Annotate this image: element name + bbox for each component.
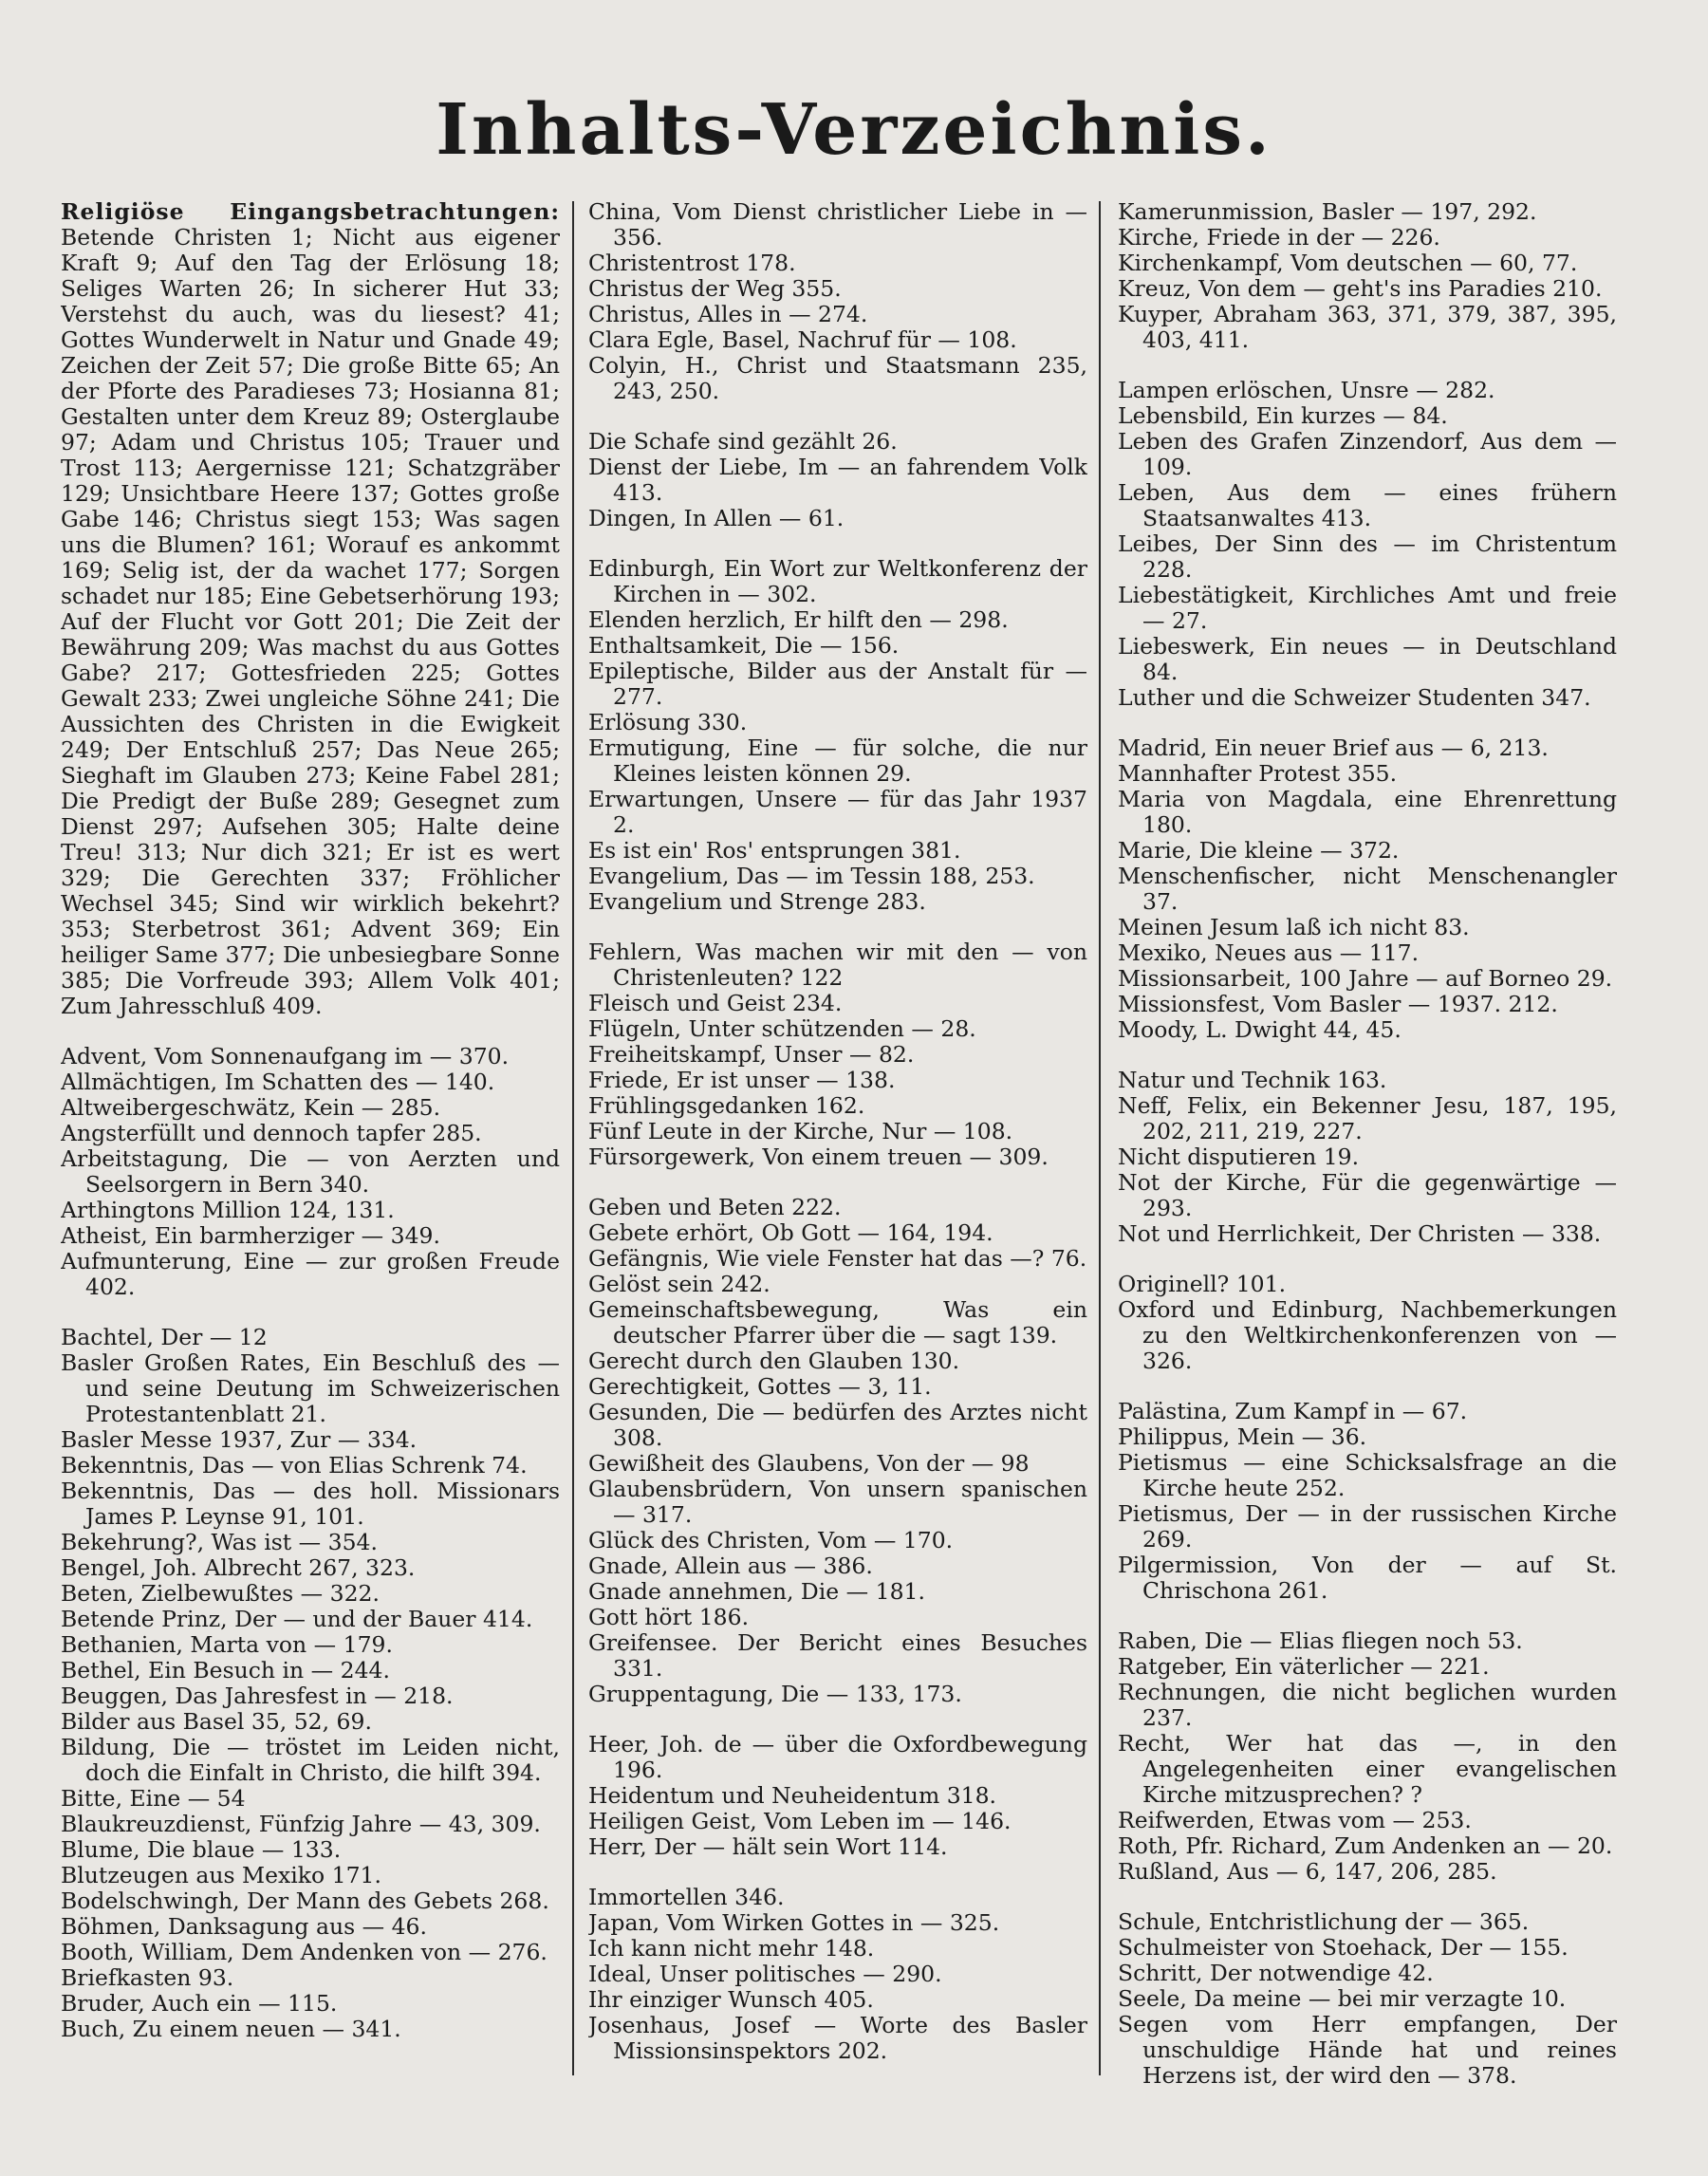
index-entry: Frühlingsgedanken 162. — [588, 1092, 865, 1119]
index-entry: Aufmunterung, Eine — zur großen Freude 402. — [61, 1248, 560, 1300]
index-entry: Blume, Die blaue — 133. — [61, 1836, 342, 1863]
index-entry: Enthaltsamkeit, Die — 156. — [588, 632, 900, 659]
index-entry: Basler Großen Rates, Ein Beschluß des — und seine Deutung im Schweizerischen Protestantenblatt 21. — [61, 1349, 560, 1427]
index-letter-group — [61, 1044, 560, 1300]
index-entry: Lebensbild, Ein kurzes — 84. — [1118, 402, 1448, 429]
index-letter-group — [1118, 1272, 1617, 1374]
index-entry: Nicht disputieren 19. — [1118, 1144, 1360, 1170]
index-entry: Rußland, Aus — 6, 147, 206, 285. — [1118, 1858, 1497, 1885]
index-entry: Missionsfest, Vom Basler — 1937. 212. — [1118, 991, 1558, 1017]
index-entry: Freiheitskampf, Unser — 82. — [588, 1041, 915, 1068]
intro-heading: Religiöse Eingangsbetrachtungen: — [61, 199, 560, 225]
index-entry: Kreuz, Von dem — geht's ins Paradies 210. — [1118, 275, 1603, 302]
index-entry: Gnade, Allein aus — 386. — [588, 1553, 873, 1579]
index-entry: Schulmeister von Stoehack, Der — 155. — [1118, 1934, 1569, 1961]
index-entry: Liebestätigkeit, Kirchliches Amt und freie — 27. — [1118, 582, 1617, 634]
index-entry: Ideal, Unser politisches — 290. — [588, 1961, 942, 1987]
index-entry: Advent, Vom Sonnenaufgang im — 370. — [61, 1043, 510, 1069]
index-letter-group — [588, 429, 1087, 531]
index-entry: Ich kann nicht mehr 148. — [588, 1935, 875, 1962]
index-column-3 — [1118, 199, 1617, 2116]
index-entry: Missionsarbeit, 100 Jahre — auf Borneo 29. — [1118, 965, 1613, 992]
index-entry: Leibes, Der Sinn des — im Christentum 228. — [1118, 530, 1617, 583]
index-entry: Gemeinschaftsbewegung, Was ein deutscher Pfarrer über die — sagt 139. — [588, 1296, 1087, 1348]
index-entry: Raben, Die — Elias fliegen noch 53. — [1118, 1627, 1523, 1654]
index-entry: Clara Egle, Basel, Nachruf für — 108. — [588, 326, 1017, 353]
intro-text: Betende Christen 1; Nicht aus eigener Kraft 9; Auf den Tag der Erlösung 18; Seliges Warten 26; In sicherer Hut 33; Verstehst du auch, was du liesest? 41; Gottes Wunderwelt in Natur und Gnade 49; Zeichen der Zeit 57; Die große Bitte 65; An der Pforte des Paradieses 73; Hosianna 81; Gestalten unter dem Kreuz 89; Osterglaube 97; Adam und Christus 105; Trauer und Trost 113; Aergernisse 121; Schatzgräber 129; Unsichtbare Heere 137; Gottes große Gabe 146; Christus siegt 153; Was sagen uns die Blumen? 161; Worauf es ankommt 169; Selig ist, der da wachet 177; Sorgen schadet nur 185; Eine Gebetserhörung 193; Auf der Flucht vor Gott 201; Die Zeit der Bewährung 209; Was machst du aus Gottes Gabe? 217; Gottesfrieden 225; Gottes Gewalt 233; Zwei ungleiche Söhne 241; Die Aussichten des Christen in die Ewigkeit 249; Der Entschluß 257; Das Neue 265; Sieghaft im Glauben 273; Keine Fabel 281; Die Predigt der Buße 289; Gesegnet zum Dienst 297; Aufsehen 305; Halte deine Treu! 313; Nur dich 321; Er ist es wert 329; Die Gerechten 337; Fröhlicher Wechsel 345; Sind wir wirklich bekehrt? 353; Sterbetrost 361; Advent 369; Ein heiliger Same 377; Die unbesiegbare Sonne 385; Die Vorfreude 393; Allem Volk 401; Zum Jahresschluß 409. — [61, 224, 560, 1019]
index-entry: Menschenfischer, nicht Menschenangler 37. — [1118, 863, 1617, 915]
index-entry: Bekenntnis, Das — von Elias Schrenk 74. — [61, 1452, 528, 1479]
index-entry: Josenhaus, Josef — Worte des Basler Missionsinspektors 202. — [588, 2012, 1087, 2064]
index-letter-group — [1118, 1068, 1617, 1247]
index-entry: Gruppentagung, Die — 133, 173. — [588, 1681, 962, 1707]
index-entry: Glaubensbrüdern, Von unsern spanischen — 317. — [588, 1476, 1087, 1528]
index-entry: Heer, Joh. de — über die Oxfordbewegung 196. — [588, 1731, 1087, 1783]
index-entry: Pilgermission, Von der — auf St. Chrischona 261. — [1118, 1552, 1617, 1604]
index-entry: Angsterfüllt und dennoch tapfer 285. — [61, 1120, 482, 1146]
index-entry: Die Schafe sind gezählt 26. — [588, 428, 898, 455]
index-entry: Buch, Zu einem neuen — 341. — [61, 2016, 401, 2042]
index-entry: Kuyper, Abraham 363, 371, 379, 387, 395, 403, 411. — [1118, 301, 1617, 353]
index-entry: Betende Prinz, Der — und der Bauer 414. — [61, 1606, 533, 1632]
index-entry: Bildung, Die — tröstet im Leiden nicht, doch die Einfalt in Christo, die hilft 394. — [61, 1734, 560, 1786]
index-entry: Japan, Vom Wirken Gottes in — 325. — [588, 1909, 1000, 1936]
index-letter-group — [588, 199, 1087, 404]
index-entry: Bachtel, Der — 12 — [61, 1324, 268, 1350]
index-entries — [1118, 199, 1617, 2089]
index-entry: Leben des Grafen Zinzendorf, Aus dem — 109. — [1118, 428, 1617, 480]
index-entry: Blutzeugen aus Mexiko 171. — [61, 1862, 381, 1888]
index-entry: Elenden herzlich, Er hilft den — 298. — [588, 606, 1009, 633]
index-letter-group — [1118, 199, 1617, 353]
index-entry: Allmächtigen, Im Schatten des — 140. — [61, 1069, 495, 1095]
index-entry: Herr, Der — hält sein Wort 114. — [588, 1833, 948, 1860]
index-entry: Bekehrung?, Was ist — 354. — [61, 1529, 378, 1555]
index-column-2 — [588, 199, 1087, 2116]
index-entry: Kamerunmission, Basler — 197, 292. — [1118, 199, 1537, 225]
index-letter-group — [588, 939, 1087, 1170]
index-entry: Bethel, Ein Besuch in — 244. — [61, 1657, 390, 1683]
index-entry: Christus, Alles in — 274. — [588, 301, 868, 327]
page-title: Inhalts-Verzeichnis. — [436, 89, 1272, 171]
index-entry: Evangelium und Strenge 283. — [588, 888, 926, 915]
index-entry: Gefängnis, Wie viele Fenster hat das —? 76. — [588, 1245, 1087, 1272]
index-entry: Ihr einziger Wunsch 405. — [588, 1986, 874, 2013]
index-entry: Beten, Zielbewußtes — 322. — [61, 1580, 380, 1607]
index-letter-group — [588, 1195, 1087, 1707]
index-entry: Bodelschwingh, Der Mann des Gebets 268. — [61, 1888, 549, 1914]
index-entry: China, Vom Dienst christlicher Liebe in — 356. — [588, 199, 1087, 251]
index-entry: Glück des Christen, Vom — 170. — [588, 1527, 954, 1553]
index-letter-group — [1118, 1909, 1617, 2089]
index-entry: Basler Messe 1937, Zur — 334. — [61, 1426, 418, 1453]
index-entry: Natur und Technik 163. — [1118, 1067, 1387, 1093]
index-entry: Heiligen Geist, Vom Leben im — 146. — [588, 1808, 1012, 1834]
index-entry: Gesunden, Die — bedürfen des Arztes nicht 308. — [588, 1399, 1087, 1451]
index-entry: Bekenntnis, Das — des holl. Missionars James P. Leynse 91, 101. — [61, 1478, 560, 1530]
index-entry: Meinen Jesum laß ich nicht 83. — [1118, 914, 1470, 940]
index-entry: Blaukreuzdienst, Fünfzig Jahre — 43, 309. — [61, 1811, 541, 1837]
index-entry: Gewißheit des Glaubens, Von der — 98 — [588, 1450, 1030, 1477]
index-entry: Maria von Magdala, eine Ehrenrettung 180. — [1118, 786, 1617, 838]
index-letter-group — [61, 1325, 560, 2042]
index-entry: Greifensee. Der Bericht eines Besuches 331. — [588, 1629, 1087, 1682]
index-entries — [588, 199, 1087, 2064]
index-letter-group — [588, 1732, 1087, 1860]
index-letter-group — [1118, 1628, 1617, 1885]
index-entry: Oxford und Edinburg, Nachbemerkungen zu den Weltkirchenkonferenzen von — 326. — [1118, 1296, 1617, 1374]
index-entry: Christus der Weg 355. — [588, 275, 842, 302]
index-entry: Fürsorgewerk, Von einem treuen — 309. — [588, 1144, 1049, 1170]
index-entry: Pietismus, Der — in der russischen Kirche 269. — [1118, 1500, 1617, 1553]
index-entry: Schritt, Der notwendige 42. — [1118, 1960, 1434, 1986]
intro-block — [61, 199, 560, 1019]
column-divider — [1099, 201, 1101, 2075]
index-entry: Flügeln, Unter schützenden — 28. — [588, 1015, 976, 1042]
index-entry: Recht, Wer hat das —, in den Angelegenheiten einer evangelischen Kirche mitzusprechen? ? — [1118, 1730, 1617, 1808]
index-entry: Arbeitstagung, Die — von Aerzten und Seelsorgern in Bern 340. — [61, 1145, 560, 1198]
index-entry: Heidentum und Neuheidentum 318. — [588, 1782, 997, 1809]
index-entry: Altweibergeschwätz, Kein — 285. — [61, 1094, 441, 1121]
index-entry: Geben und Beten 222. — [588, 1194, 842, 1220]
index-letter-group — [1118, 1399, 1617, 1604]
index-entry: Not der Kirche, Für die gegenwärtige — 293. — [1118, 1169, 1617, 1221]
index-entry: Schule, Entchristlichung der — 365. — [1118, 1908, 1530, 1935]
index-entry: Immortellen 346. — [588, 1884, 785, 1910]
index-entry: Kirche, Friede in der — 226. — [1118, 224, 1440, 251]
index-entries — [61, 1044, 560, 2042]
index-entry: Arthingtons Million 124, 131. — [61, 1197, 395, 1223]
column-divider — [572, 201, 574, 2075]
intro-entry — [61, 199, 560, 1019]
index-entry: Pietismus — eine Schicksalsfrage an die Kirche heute 252. — [1118, 1449, 1617, 1501]
index-entry: Originell? 101. — [1118, 1271, 1287, 1297]
index-entry: Erwartungen, Unsere — für das Jahr 1937 2. — [588, 786, 1087, 838]
index-entry: Fleisch und Geist 234. — [588, 990, 843, 1016]
index-entry: Gerecht durch den Glauben 130. — [588, 1348, 960, 1374]
index-entry: Gebete erhört, Ob Gott — 164, 194. — [588, 1219, 993, 1246]
index-entry: Moody, L. Dwight 44, 45. — [1118, 1016, 1402, 1043]
index-letter-group — [588, 556, 1087, 915]
index-entry: Rechnungen, die nicht beglichen wurden 237. — [1118, 1679, 1617, 1731]
index-entry: Reifwerden, Etwas vom — 253. — [1118, 1807, 1472, 1833]
index-entry: Ratgeber, Ein väterlicher — 221. — [1118, 1653, 1490, 1680]
index-entry: Bilder aus Basel 35, 52, 69. — [61, 1708, 372, 1735]
index-entry: Leben, Aus dem — eines frühern Staatsanwaltes 413. — [1118, 479, 1617, 531]
index-entry: Friede, Er ist unser — 138. — [588, 1067, 896, 1093]
index-entry: Philippus, Mein — 36. — [1118, 1423, 1367, 1450]
index-entry: Not und Herrlichkeit, Der Christen — 338. — [1118, 1220, 1602, 1247]
index-entry: Evangelium, Das — im Tessin 188, 253. — [588, 863, 1035, 889]
index-entry: Seele, Da meine — bei mir verzagte 10. — [1118, 1985, 1567, 2012]
index-column-1 — [61, 199, 560, 2116]
index-entry: Palästina, Zum Kampf in — 67. — [1118, 1398, 1468, 1424]
index-entry: Bruder, Auch ein — 115. — [61, 1990, 338, 2017]
index-entry: Böhmen, Danksagung aus — 46. — [61, 1913, 427, 1940]
index-entry: Erlösung 330. — [588, 709, 748, 735]
index-entry: Roth, Pfr. Richard, Zum Andenken an — 20. — [1118, 1832, 1613, 1859]
index-entry: Christentrost 178. — [588, 250, 796, 276]
index-entry: Atheist, Ein barmherziger — 349. — [61, 1222, 440, 1249]
index-entry: Gnade annehmen, Die — 181. — [588, 1578, 925, 1605]
index-entry: Colyin, H., Christ und Staatsmann 235, 243, 250. — [588, 352, 1087, 404]
index-letter-group — [588, 1885, 1087, 2064]
index-entry: Bitte, Eine — 54 — [61, 1785, 246, 1812]
index-entry: Mexiko, Neues aus — 117. — [1118, 939, 1420, 966]
index-letter-group — [1118, 735, 1617, 1043]
index-entry: Lampen erlöschen, Unsre — 282. — [1118, 377, 1495, 403]
index-entry: Beuggen, Das Jahresfest in — 218. — [61, 1683, 454, 1709]
index-entry: Luther und die Schweizer Studenten 347. — [1118, 684, 1591, 711]
index-entry: Gerechtigkeit, Gottes — 3, 11. — [588, 1373, 932, 1400]
index-entry: Bengel, Joh. Albrecht 267, 323. — [61, 1554, 416, 1581]
index-entry: Fünf Leute in der Kirche, Nur — 108. — [588, 1118, 1013, 1144]
index-entry: Es ist ein' Ros' entsprungen 381. — [588, 837, 961, 864]
index-entry: Mannhafter Protest 355. — [1118, 760, 1398, 787]
index-entry: Marie, Die kleine — 372. — [1118, 837, 1400, 864]
index-entry: Epileptische, Bilder aus der Anstalt für — 277. — [588, 658, 1087, 710]
index-entry: Neff, Felix, ein Bekenner Jesu, 187, 195, 202, 211, 219, 227. — [1118, 1092, 1617, 1144]
index-entry: Briefkasten 93. — [61, 1964, 234, 1991]
index-entry: Gelöst sein 242. — [588, 1271, 770, 1297]
index-entry: Madrid, Ein neuer Brief aus — 6, 213. — [1118, 735, 1549, 761]
index-entry: Liebeswerk, Ein neues — in Deutschland 84. — [1118, 633, 1617, 685]
index-entry: Kirchenkampf, Vom deutschen — 60, 77. — [1118, 250, 1578, 276]
index-entry: Bethanien, Marta von — 179. — [61, 1631, 393, 1658]
index-entry: Booth, William, Dem Andenken von — 276. — [61, 1939, 548, 1965]
index-entry: Dingen, In Allen — 61. — [588, 505, 845, 531]
index-entry: Edinburgh, Ein Wort zur Weltkonferenz der Kirchen in — 302. — [588, 555, 1087, 607]
index-entry: Ermutigung, Eine — für solche, die nur Kleines leisten können 29. — [588, 735, 1087, 787]
index-entry: Segen vom Herr empfangen, Der unschuldige Hände hat und reines Herzens ist, der wird den — 378. — [1118, 2011, 1617, 2089]
index-letter-group — [1118, 378, 1617, 711]
index-entry: Gott hört 186. — [588, 1604, 750, 1630]
index-entry: Fehlern, Was machen wir mit den — von Christenleuten? 122 — [588, 939, 1087, 991]
index-entry: Dienst der Liebe, Im — an fahrendem Volk 413. — [588, 454, 1087, 506]
